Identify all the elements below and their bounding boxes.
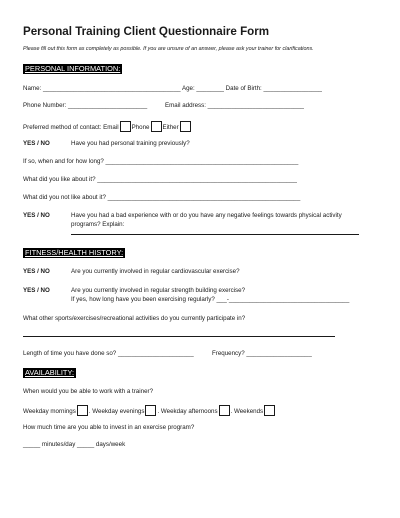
yes-no-strength[interactable]: YES / NO bbox=[23, 287, 50, 294]
section-personal-information: PERSONAL INFORMATION: bbox=[25, 64, 121, 73]
name-age-dob-field[interactable]: Name: ________________________________________ Age: ________ Date of Birth: _________________ bbox=[23, 85, 322, 92]
weekday-afternoons-label: Weekday afternoons bbox=[160, 408, 218, 415]
email-address-field[interactable]: Email address: ____________________________ bbox=[165, 102, 304, 109]
weekday-evenings-label: . Weekday evenings bbox=[88, 408, 145, 415]
other-activities-answer-line[interactable] bbox=[23, 336, 335, 337]
section-fitness-health-history: FITNESS/HEALTH HISTORY: bbox=[25, 248, 124, 257]
question-availability: When would you be able to work with a trainer? bbox=[23, 388, 154, 395]
length-of-time-field[interactable]: Length of time you have done so? ______________________ bbox=[23, 350, 194, 357]
contact-either-label: Either bbox=[162, 124, 179, 131]
question-time-invest: How much time are you able to invest in an exercise program? bbox=[23, 424, 195, 431]
liked-field[interactable]: What did you like about it? __________________________________________________________ bbox=[23, 176, 297, 183]
strength-duration-field[interactable]: If yes, how long have you been exercising regularly? ___-___________________________________ bbox=[71, 296, 350, 303]
checkbox-weekends[interactable] bbox=[264, 405, 275, 416]
yes-no-cardio[interactable]: YES / NO bbox=[23, 268, 50, 275]
contact-phone-label: Phone bbox=[131, 124, 150, 131]
yes-no-bad-experience[interactable]: YES / NO bbox=[23, 212, 50, 219]
disliked-field[interactable]: What did you not like about it? ________________________________________________________ bbox=[23, 194, 301, 201]
weekends-label: . Weekends bbox=[230, 408, 264, 415]
checkbox-email[interactable] bbox=[120, 121, 131, 132]
availability-options-row: Weekday mornings . Weekday evenings . Weekday afternoons . Weekends bbox=[23, 405, 276, 416]
question-cardio: Are you currently involved in regular cardiovascular exercise? bbox=[71, 268, 240, 275]
preferred-contact-row bbox=[23, 121, 192, 132]
checkbox-weekday-mornings[interactable] bbox=[77, 405, 88, 416]
checkbox-weekday-evenings[interactable] bbox=[145, 405, 156, 416]
form-title: Personal Training Client Questionnaire Form bbox=[23, 25, 270, 38]
checkbox-weekday-afternoons[interactable] bbox=[219, 405, 230, 416]
contact-label: Preferred method of contact: Email bbox=[23, 124, 119, 131]
yes-no-trained[interactable]: YES / NO bbox=[23, 140, 50, 147]
weekday-mornings-label: Weekday mornings bbox=[23, 408, 76, 415]
question-bad-experience: Have you had a bad experience with or do you have any negative feelings towards physical activity bbox=[71, 212, 342, 219]
question-bad-experience-explain: programs? Explain: bbox=[71, 221, 125, 228]
explain-answer-line[interactable] bbox=[71, 234, 359, 235]
checkbox-either[interactable] bbox=[180, 121, 191, 132]
question-strength: Are you currently involved in regular strength building exercise? bbox=[71, 287, 246, 294]
when-how-long-field[interactable]: If so, when and for how long? ________________________________________________________ bbox=[23, 158, 299, 165]
minutes-days-field[interactable]: _____ minutes/day _____ days/week bbox=[23, 441, 126, 448]
phone-number-field[interactable]: Phone Number: _______________________ bbox=[23, 102, 148, 109]
question-trained-before: Have you had personal training previously? bbox=[71, 140, 190, 147]
frequency-field[interactable]: Frequency? ___________________ bbox=[212, 350, 312, 357]
section-availability: AVAILABILITY: bbox=[25, 368, 75, 377]
checkbox-phone[interactable] bbox=[151, 121, 162, 132]
form-intro: Please fill out this form as completely as possible. If you are unsure of an answer, please ask your trainer for clarifications. bbox=[23, 46, 314, 52]
question-other-activities: What other sports/exercises/recreational activities do you currently participate in? bbox=[23, 315, 246, 322]
